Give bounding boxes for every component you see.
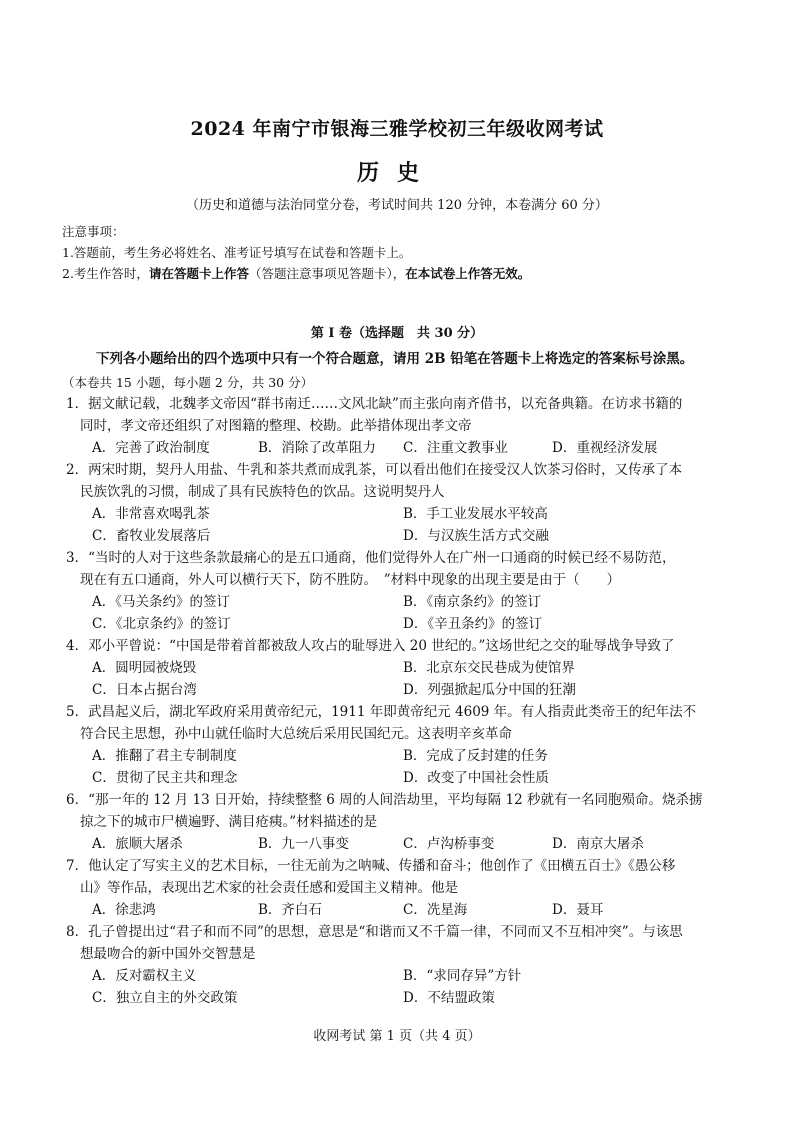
notice-heading: 注意事项： xyxy=(62,224,125,239)
section-heading: 第 I 卷（选择题 共 30 分） xyxy=(310,326,484,341)
question-5-option-d: D．改变了中国社会性质 xyxy=(403,770,549,786)
question-7-option-d: D．聂耳 xyxy=(552,902,604,918)
question-8-option-d: D．不结盟政策 xyxy=(403,990,495,1006)
question-6-option-d: D．南京大屠杀 xyxy=(552,836,644,852)
question-6-option-b: B．九一八事变 xyxy=(258,836,349,852)
question-5-option-c: C．贯彻了民主共和理念 xyxy=(92,770,238,786)
section-count-note: （本卷共 15 小题，每小题 2 分，共 30 分） xyxy=(62,375,314,390)
question-6-line-1: 6．“那一年的 12 月 13 日开始，持续整整 6 周的人间浩劫里，平均每隔 12 秒就有一名同胞殒命。烧杀掳 xyxy=(66,792,703,808)
question-7-option-c: C．冼星海 xyxy=(403,902,468,918)
question-4-option-a: A．圆明园被烧毁 xyxy=(92,660,197,676)
question-2-option-a: A．非常喜欢喝乳茶 xyxy=(92,506,210,522)
question-3-line-2: 现在有五口通商，外人可以横行天下，防不胜防。 ”材料中现象的出现主要是由于（ ） xyxy=(80,572,621,588)
notice-item-2-d: 在本试卷上作答无效。 xyxy=(405,266,531,281)
notice-item-1: 1.答题前，考生务必将姓名、准考证号填写在试卷和答题卡上。 xyxy=(62,245,412,260)
section-instruction: 下列各小题给出的四个选项中只有一个符合题意，请用 2B 铅笔在答题卡上将选定的答案标号涂黑。 xyxy=(96,351,694,367)
question-5-line-2: 符合民主思想，孙中山就任临时大总统后采用民国纪元。这表明辛亥革命 xyxy=(80,726,512,742)
question-3-line-1: 3．“当时的人对于这些条款最痛心的是五口通商，他们觉得外人在广州一口通商的时候已经不易防范， xyxy=(66,550,676,566)
question-4-option-c: C．日本占据台湾 xyxy=(92,682,197,698)
question-4-line-1: 4．邓小平曾说：“中国是带着首都被敌人攻占的耻辱进入 20 世纪的。”这场世纪之交的耻辱战争导致了 xyxy=(66,638,675,654)
question-8-option-c: C．独立自主的外交政策 xyxy=(92,990,238,1006)
notice-item-2-b: 请在答题卡上作答 xyxy=(148,266,249,281)
question-6-option-a: A．旅顺大屠杀 xyxy=(92,836,183,852)
question-3-option-d: D．《辛丑条约》的签订 xyxy=(403,616,543,632)
question-4-option-d: D．列强掀起瓜分中国的狂潮 xyxy=(403,682,576,698)
question-2-option-c: C．畜牧业发展落后 xyxy=(92,528,211,544)
subject-title: 历史 xyxy=(356,160,437,186)
question-7-line-1: 7．他认定了写实主义的艺术目标，一往无前为之呐喊、传播和奋斗；他创作了《田横五百士》《愚公移 xyxy=(66,858,676,874)
question-3-option-a: A．《马关条约》的签订 xyxy=(92,594,230,610)
question-5-option-a: A．推翻了君主专制制度 xyxy=(92,748,237,764)
question-5-option-b: B．完成了反封建的任务 xyxy=(403,748,548,764)
question-7-line-2: 山》等作品，表现出艺术家的社会责任感和爱国主义精神。他是 xyxy=(80,880,458,896)
question-8-line-1: 8．孔子曾提出过“君子和而不同”的思想，意思是“和谐而又不千篇一律，不同而又不互相冲突”。与该思 xyxy=(66,924,683,940)
question-3-option-b: B．《南京条约》的签订 xyxy=(403,594,542,610)
notice-item-2-a: 2.考生作答时， xyxy=(62,266,149,281)
question-1-option-a: A．完善了政治制度 xyxy=(92,440,210,456)
question-2-option-d: D．与汉族生活方式交融 xyxy=(403,528,549,544)
question-7-option-b: B．齐白石 xyxy=(258,902,322,918)
question-6-line-2: 掠之下的城市尸横遍野、满目疮痍。”材料描述的是 xyxy=(80,814,378,830)
question-1-line-1: 1．据文献记载，北魏孝文帝因“群书南迁……文风北缺”而主张向南齐借书，以充备典籍。在访求书籍的 xyxy=(66,396,683,412)
question-2-option-b: B．手工业发展水平较高 xyxy=(403,506,548,522)
question-6-option-c: C．卢沟桥事变 xyxy=(403,836,495,852)
question-8-line-2: 想最吻合的新中国外交智慧是 xyxy=(80,946,256,962)
question-5-line-1: 5．武昌起义后，湖北军政府采用黄帝纪元，1911 年即黄帝纪元 4609 年。有人指责此类帝王的纪年法不 xyxy=(66,704,697,720)
exam-title: 2024 年南宁市银海三雅学校初三年级收网考试 xyxy=(190,118,604,140)
question-1-option-c: C．注重文教事业 xyxy=(403,440,508,456)
question-7-option-a: A．徐悲鸿 xyxy=(92,902,156,918)
page-footer: 收网考试 第 1 页（共 4 页） xyxy=(313,1029,481,1044)
question-8-option-a: A．反对霸权主义 xyxy=(92,968,197,984)
notice-item-2-c: （答题注意事项见答题卡）， xyxy=(248,266,406,281)
question-2-line-1: 2．两宋时期，契丹人用盐、牛乳和茶共煮而成乳茶，可以看出他们在接受汉人饮茶习俗时，又传承了本 xyxy=(66,462,683,478)
question-2-line-2: 民族饮乳的习惯，制成了具有民族特色的饮品。这说明契丹人 xyxy=(80,484,445,500)
exam-note: （历史和道德与法治同堂分卷，考试时间共 120 分钟，本卷满分 60 分） xyxy=(186,198,608,213)
question-1-option-b: B．消除了改革阻力 xyxy=(258,440,376,456)
question-1-line-2: 同时，孝文帝还组织了对图籍的整理、校勘。此举措体现出孝文帝 xyxy=(80,418,472,434)
question-4-option-b: B．北京东交民巷成为使馆界 xyxy=(403,660,575,676)
question-1-option-d: D．重视经济发展 xyxy=(552,440,658,456)
notice-item-2 xyxy=(62,264,530,282)
question-3-option-c: C．《北京条约》的签订 xyxy=(92,616,231,632)
question-8-option-b: B．“求同存异”方针 xyxy=(403,968,522,984)
